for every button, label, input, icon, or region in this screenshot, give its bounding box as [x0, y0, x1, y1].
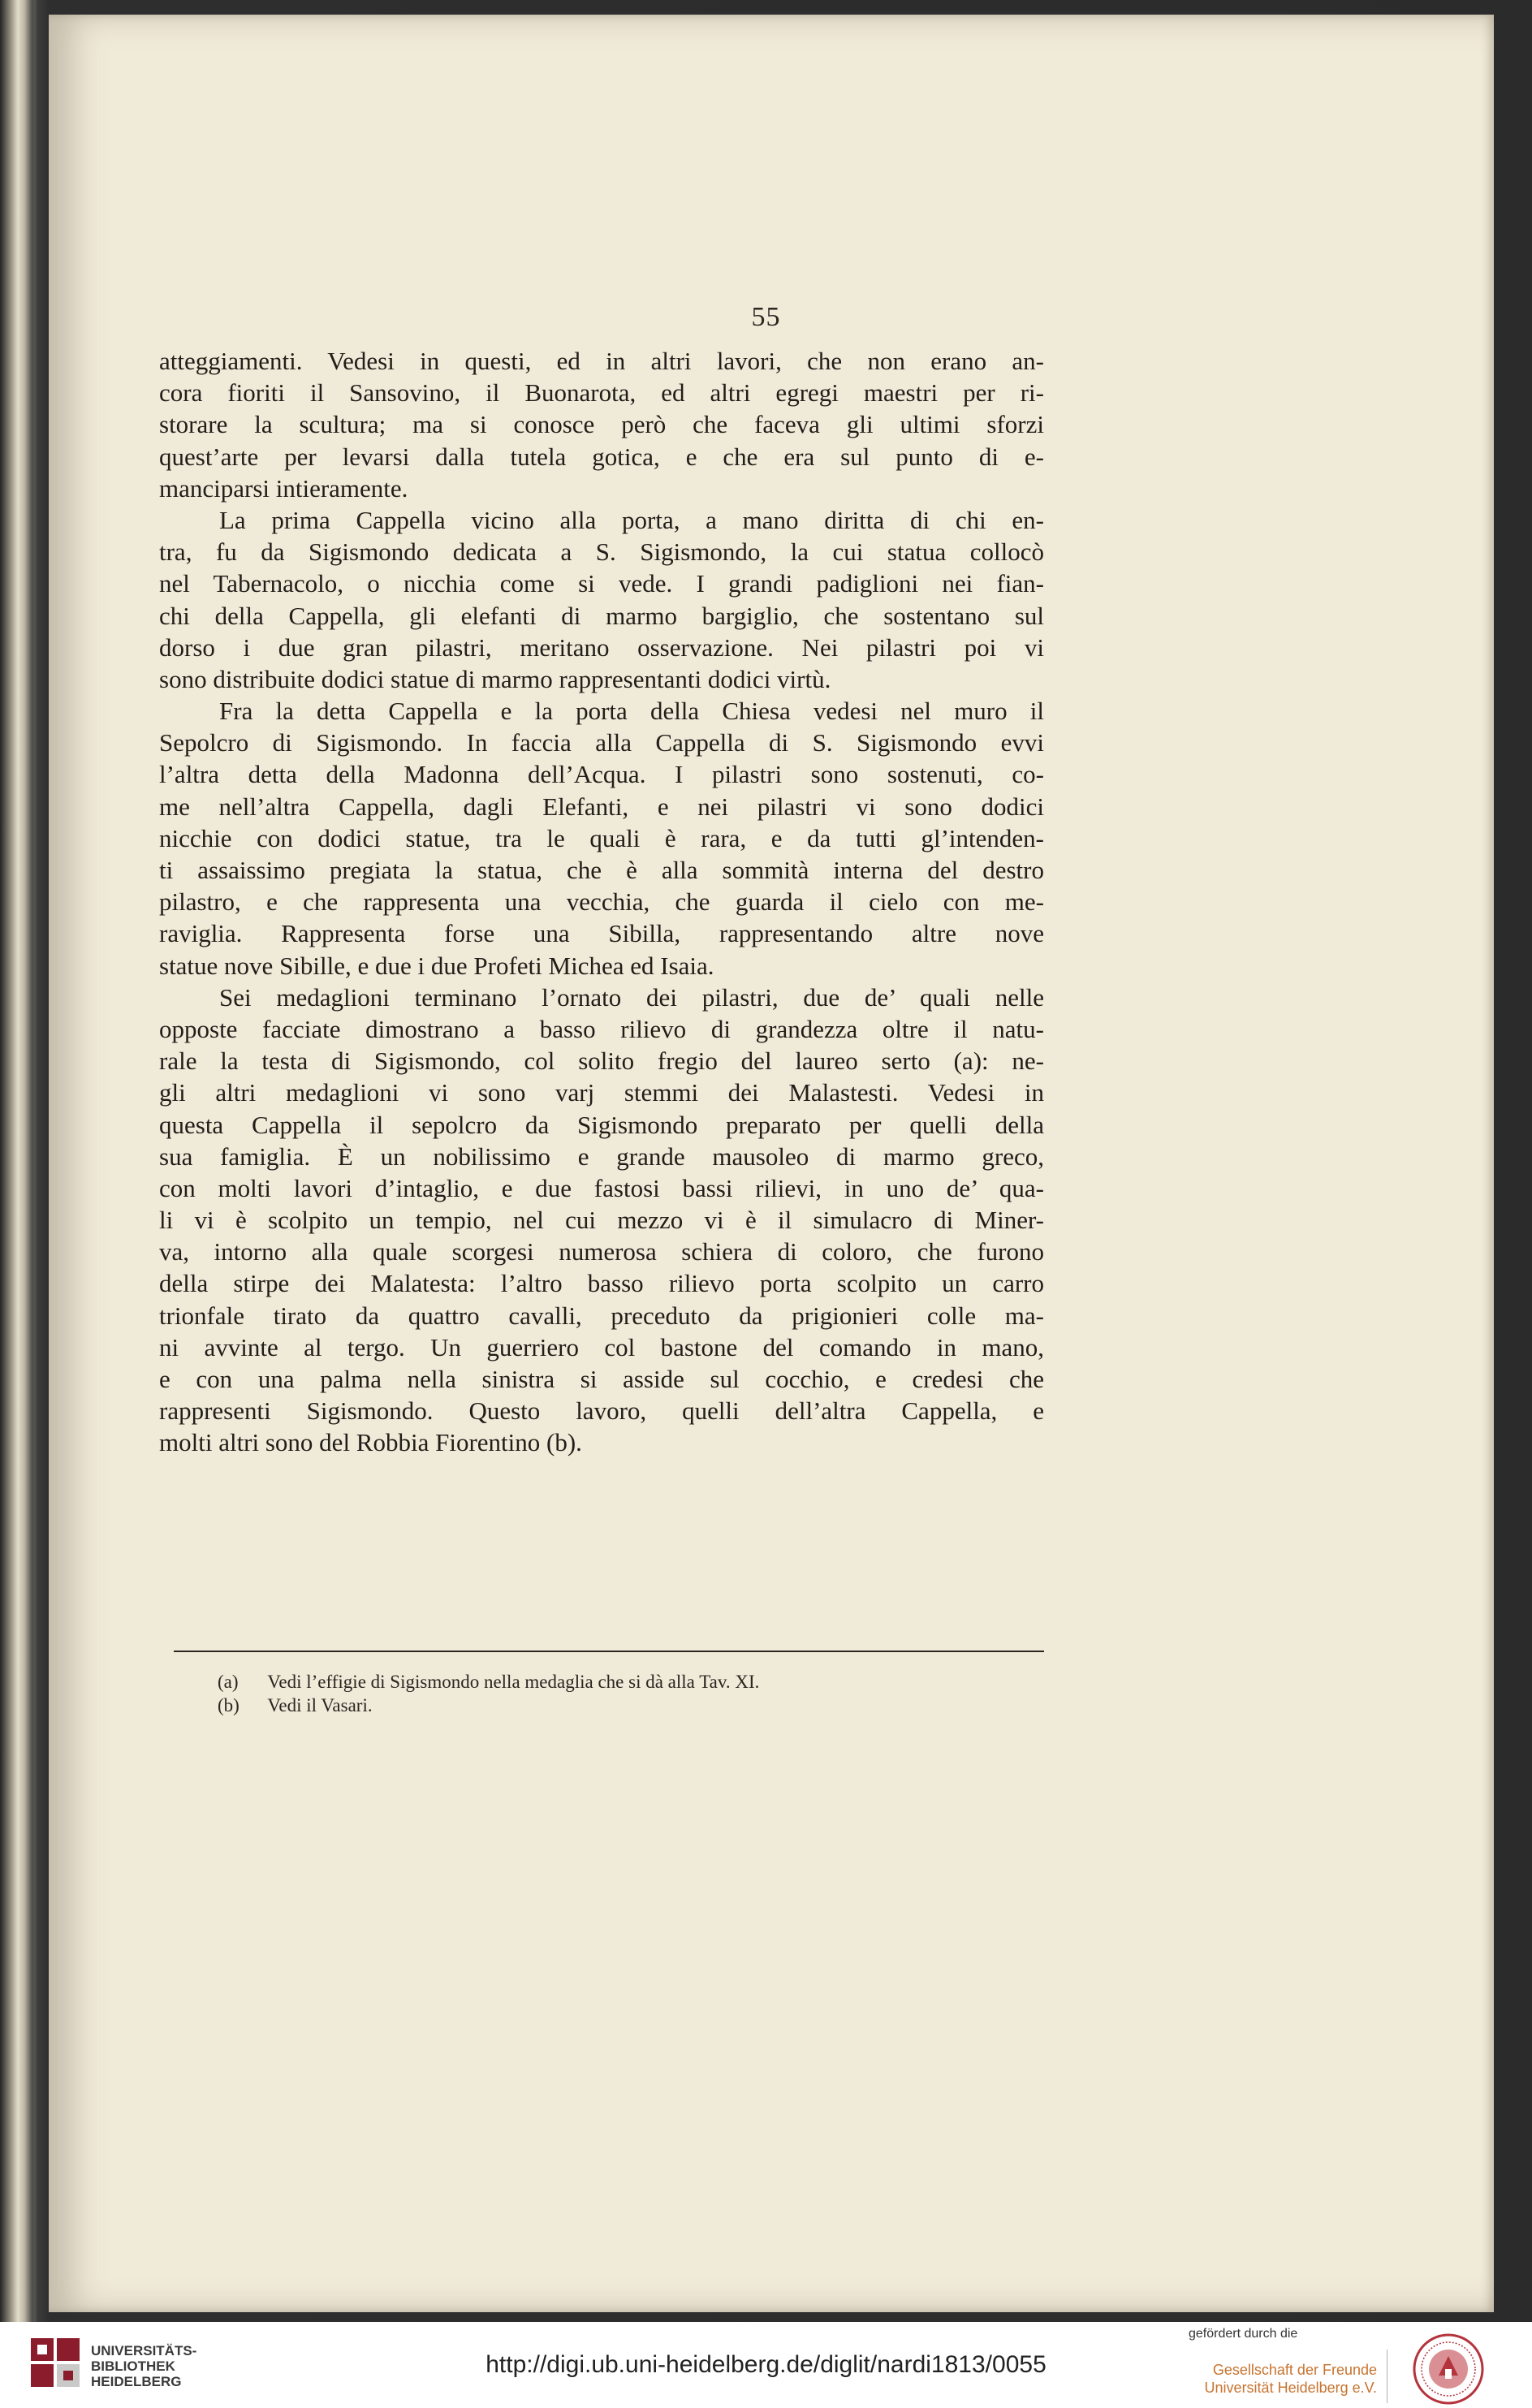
sponsor-name-line: Gesellschaft der Freunde	[1212, 2362, 1377, 2378]
sponsor-name	[1189, 2361, 1377, 2397]
text-line: manciparsi intieramente.	[159, 473, 408, 503]
text-line: Fra la detta Cappella e la porta della Chiesa vedesi nel muro il	[219, 697, 1044, 726]
text-line: li vi è scolpito un tempio, nel cui mezzo vi è il simulacro di Miner-	[159, 1206, 1044, 1235]
text-line: sono distribuite dodici statue di marmo rappresentanti dodici virtù.	[159, 664, 831, 693]
university-seal-icon	[1413, 2333, 1484, 2405]
page-number: 55	[751, 302, 781, 332]
text-line: La prima Cappella vicino alla porta, a mano diritta di chi en-	[219, 505, 1044, 534]
footnote-mark: (b)	[218, 1695, 240, 1715]
library-name-line: HEIDELBERG	[91, 2374, 182, 2389]
body-text	[159, 345, 1044, 1459]
text-line: me nell’altra Cappella, dagli Elefanti, e nei pilastri vi sono dodici	[159, 792, 1044, 821]
page-curl-left-edge	[0, 0, 36, 2322]
text-line: statue nove Sibille, e due i due Profeti Michea ed Isaia.	[159, 951, 714, 980]
sponsor-caption: gefördert durch die	[1189, 2327, 1298, 2341]
sponsor-name-line: Universität Heidelberg e.V.	[1204, 2380, 1377, 2396]
text-line: sua famiglia. È un nobilissimo e grande mausoleo di marmo greco,	[159, 1141, 1044, 1171]
text-line: atteggiamenti. Vedesi in questi, ed in altri lavori, che non erano an-	[159, 347, 1044, 375]
text-line: l’altra detta della Madonna dell’Acqua. I pilastri sono sostenuti, co-	[159, 760, 1044, 789]
text-line: Sei medaglioni terminano l’ornato dei pilastri, due de’ quali nelle	[219, 982, 1044, 1012]
text-line: rale la testa di Sigismondo, col solito fregio del laureo serto (a): ne-	[159, 1046, 1044, 1076]
text-line: ti assaissimo pregiata la statua, che è alla sommità interna del destro	[159, 856, 1044, 884]
text-line: va, intorno alla quale scorgesi numerosa schiera di coloro, che furono	[159, 1237, 1044, 1267]
library-name-line: UNIVERSITÄTS-	[91, 2343, 197, 2358]
text-line: rappresenti Sigismondo. Questo lavoro, quelli dell’altra Cappella, e	[159, 1396, 1044, 1426]
footnote-text: Vedi il Vasari.	[267, 1695, 373, 1715]
text-line: storare la scultura; ma si conosce però che faceva gli ultimi sforzi	[159, 410, 1044, 439]
footnote-mark: (a)	[218, 1672, 239, 1692]
footnote-b	[218, 1694, 1038, 1717]
text-line: dorso i due gran pilastri, meritano osservazione. Nei pilastri poi vi	[159, 632, 1044, 662]
text-line: nel Tabernacolo, o nicchia come si vede. I grandi padiglioni nei fian-	[159, 569, 1044, 598]
text-line: gli altri medaglioni vi sono varj stemmi dei Malastesti. Vedesi in	[159, 1078, 1044, 1107]
text-line: con molti lavori d’intaglio, e due fastosi bassi rilievi, in uno de’ qua-	[159, 1173, 1044, 1202]
text-line: opposte facciate dimostrano a basso rilievo di grandezza oltre il natu-	[159, 1014, 1044, 1043]
footnote-a	[218, 1670, 1038, 1694]
library-name-line: BIBLIOTHEK	[91, 2358, 175, 2374]
text-line: raviglia. Rappresenta forse una Sibilla, rappresentando altre nove	[159, 919, 1044, 948]
text-line: questa Cappella il sepolcro da Sigismondo preparato per quelli della	[159, 1110, 1044, 1139]
text-line: tra, fu da Sigismondo dedicata a S. Sigismondo, la cui statua collocò	[159, 537, 1044, 567]
permalink-url[interactable]: http://digi.ub.uni-heidelberg.de/diglit/nardi1813/0055	[485, 2351, 1047, 2378]
text-line: e con una palma nella sinistra si asside sul cocchio, e credesi che	[159, 1365, 1044, 1393]
text-line: cora fioriti il Sansovino, il Buonarota, ed altri egregi maestri per ri-	[159, 378, 1044, 408]
viewer-footer	[0, 2322, 1532, 2408]
footnote-divider	[174, 1651, 1044, 1652]
footnotes	[218, 1670, 1038, 1717]
text-line: Sepolcro di Sigismondo. In faccia alla Cappella di S. Sigismondo evvi	[159, 728, 1044, 757]
text-line: nicchie con dodici statue, tra le quali è rara, e da tutti gl’intenden-	[159, 823, 1044, 852]
text-line: pilastro, e che rappresenta una vecchia, che guarda il cielo con me-	[159, 887, 1044, 917]
text-line: ni avvinte al tergo. Un guerriero col bastone del comando in mano,	[159, 1332, 1044, 1362]
text-line: quest’arte per levarsi dalla tutela gotica, e che era sul punto di e-	[159, 442, 1044, 471]
text-line: della stirpe dei Malatesta: l’altro basso rilievo porta scolpito un carro	[159, 1269, 1044, 1298]
text-line: chi della Cappella, gli elefanti di marmo bargiglio, che sostentano sul	[159, 601, 1044, 630]
footnote-text: Vedi l’effigie di Sigismondo nella medaglia che si dà alla Tav. XI.	[267, 1672, 760, 1692]
text-line: trionfale tirato da quattro cavalli, preceduto da prigionieri colle ma-	[159, 1301, 1044, 1330]
text-line: molti altri sono del Robbia Fiorentino (b).	[159, 1428, 582, 1457]
